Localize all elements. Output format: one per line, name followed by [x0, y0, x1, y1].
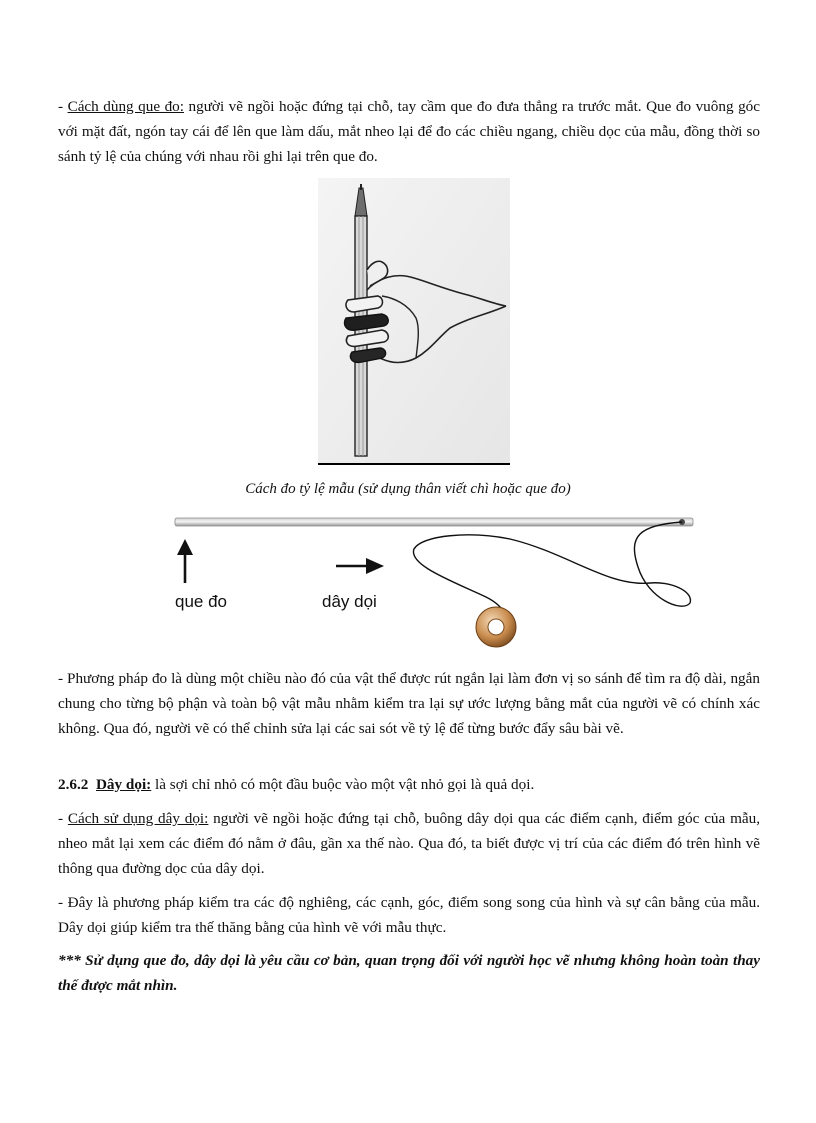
label-que-do: que đo — [175, 592, 227, 611]
section-definition-text: là sợi chỉ nhỏ có một đầu buộc vào một vật nhỏ gọi là quả dọi. — [151, 776, 535, 793]
paragraph-measuring-stick: - Cách dùng que đo: người vẽ ngồi hoặc đứng tại chỗ, tay cầm que đo đưa thẳng ra trước mắt. Que đo vuông góc với mặt đất, ngón tay cái để lên que làm dấu, mắt nheo lại để đo các chiều ngang, chiều dọc của mẫu, đồng thời so sánh tỷ lệ của chúng với nhau rồi ghi lại trên que đo. — [58, 98, 760, 165]
paragraph-section-2-6-2 — [58, 772, 760, 797]
measuring-stick-and-plumb-line-illustration — [170, 505, 700, 653]
up-arrow-icon — [177, 539, 193, 583]
measuring-stick — [175, 518, 693, 526]
paragraph-measuring-method: - Phương pháp đo là dùng một chiều nào đó của vật thể được rút ngắn lại làm đơn vị so sánh để tìm ra độ dài, ngắn chung cho từng bộ phận và toàn bộ vật mẫu nhằm kiểm tra lại sự ước lượng bằng mắt của người vẽ có chính xác không. Qua đó, người vẽ có thể chỉnh sửa lại các sai sót về tỷ lệ để từng bước đẩy sâu bài vẽ. — [58, 670, 760, 737]
plumb-line-string — [413, 522, 690, 629]
label-plumb-line-usage: Cách sử dụng dây dọi: — [67, 810, 209, 827]
right-arrow-icon — [336, 558, 384, 574]
section-number: 2.6.2 — [58, 776, 89, 793]
paragraph-note: *** Sử dụng que đo, dây dọi là yêu cầu cơ bản, quan trọng đối với người học vẽ nhưng không hoàn toàn thay thế được mắt nhìn. — [58, 952, 760, 994]
text-measuring-stick: người vẽ ngồi hoặc đứng tại chỗ, tay cầm que đo đưa thẳng ra trước mắt. Que đo vuông góc với mặt đất, ngón tay cái để lên que làm dấu, mắt nheo lại để đo các chiều ngang, chiều dọc của mẫu, đồng thời so sánh tỷ lệ của chúng với nhau rồi ghi lại trên que đo. — [58, 98, 760, 165]
text-plumb-line-purpose: Đây là phương pháp kiểm tra các độ nghiêng, các cạnh, góc, điểm song song của hình và sự cân bằng của mẫu. Dây dọi giúp kiểm tra thế thăng bằng của hình vẽ với mẫu thực. — [58, 894, 760, 936]
text-plumb-line-usage: người vẽ ngồi hoặc đứng tại chỗ, buông dây dọi qua các điểm cạnh, điểm góc của mẫu, nheo mắt lại xem các điểm đó nằm ở đâu, gần xa thế nào. Qua đó, ta biết được vị trí của các điểm đó trên hình vẽ thông qua đường dọc của dây dọi. — [58, 810, 761, 877]
paragraph-plumb-line-usage: - Cách sử dụng dây dọi: người vẽ ngồi hoặc đứng tại chỗ, buông dây dọi qua các điểm cạnh, điểm góc của mẫu, nheo mắt lại xem các điểm đó nằm ở đâu, gần xa thế nào. Qua đó, ta biết được vị trí của các điểm đó trên hình vẽ thông qua đường dọc của dây dọi. — [58, 810, 761, 877]
section-title: Dây dọi: — [95, 776, 152, 793]
plumb-bob — [476, 607, 516, 647]
label-day-doi: dây dọi — [322, 592, 377, 611]
label-measuring-stick: Cách dùng que đo: — [67, 98, 184, 115]
hand-holding-pencil-illustration — [318, 178, 510, 466]
text-measuring-method: Phương pháp đo là dùng một chiều nào đó của vật thể được rút ngắn lại làm đơn vị so sánh để tìm ra độ dài, ngắn chung cho từng bộ phận và toàn bộ vật mẫu nhằm kiểm tra lại sự ước lượng bằng mắt của người vẽ có chính xác không. Qua đó, người vẽ có thể chỉnh sửa lại các sai sót về tỷ lệ để từng bước đẩy sâu bài vẽ. — [58, 670, 760, 737]
paragraph-plumb-line-purpose: - Đây là phương pháp kiểm tra các độ nghiêng, các cạnh, góc, điểm song song của hình và sự cân bằng của mẫu. Dây dọi giúp kiểm tra thế thăng bằng của hình vẽ với mẫu thực. — [58, 894, 760, 936]
figure-caption: Cách đo tỷ lệ mẫu (sử dụng thân viết chì hoặc que đo) — [245, 481, 571, 497]
